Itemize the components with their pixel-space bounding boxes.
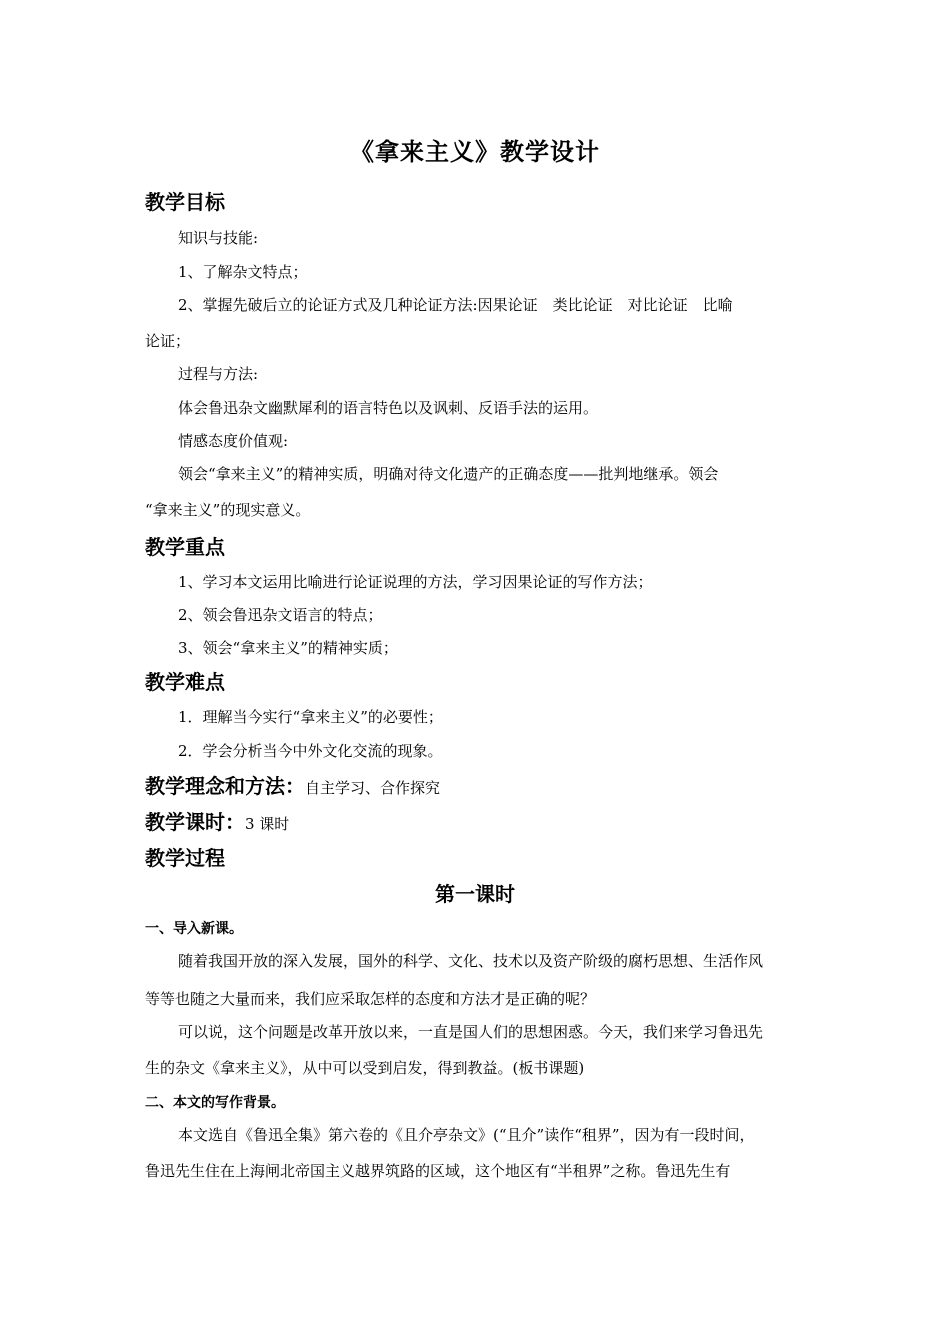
section-1-para-2-line2: 生的杂文《拿来主义》，从中可以受到启发，得到教益。(板书课题) (145, 1059, 585, 1077)
section-1-heading: 一、导入新课。 (145, 921, 243, 937)
emotion-text-line1: 领会“拿来主义”的精神实质，明确对待文化遗产的正确态度——批判地继承。领会 (178, 465, 719, 483)
heading-method (145, 770, 440, 799)
heading-goals: 教学目标 (145, 190, 225, 214)
heading-difficulties: 教学难点 (145, 670, 225, 694)
difficulty-1: 1．理解当今实行“拿来主义”的必要性； (178, 708, 443, 726)
section-1-para-1-line1: 随着我国开放的深入发展，国外的科学、文化、技术以及资产阶级的腐朽思想、生活作风 (178, 952, 764, 970)
lesson-title: 第一课时 (435, 882, 515, 906)
method-heading-label: 教学理念和方法： (145, 774, 305, 798)
process-label: 过程与方法: (178, 365, 259, 383)
difficulty-2: 2．学会分析当今中外文化交流的现象。 (178, 742, 443, 760)
section-2-heading: 二、本文的写作背景。 (145, 1095, 285, 1111)
hours-heading-label: 教学课时： (145, 810, 245, 834)
key-point-2: 2、领会鲁迅杂文语言的特点； (178, 606, 383, 624)
hours-text: 3 课时 (245, 815, 290, 833)
method-text: 自主学习、合作探究 (305, 779, 441, 797)
heading-process: 教学过程 (145, 846, 225, 870)
heading-hours (145, 806, 289, 835)
section-2-para-line2: 鲁迅先生住在上海闸北帝国主义越界筑路的区域，这个地区有“半租界”之称。鲁迅先生有 (145, 1162, 731, 1180)
knowledge-item-1: 1、了解杂文特点； (178, 263, 308, 281)
knowledge-item-2-line1: 2、掌握先破后立的论证方式及几种论证方法:因果论证 类比论证 对比论证 比喻 (178, 296, 733, 314)
section-1-para-1-line2: 等等也随之大量而来，我们应采取怎样的态度和方法才是正确的呢？ (145, 990, 596, 1008)
key-point-1: 1、学习本文运用比喻进行论证说理的方法，学习因果论证的写作方法； (178, 573, 653, 591)
emotion-text-line2: “拿来主义”的现实意义。 (145, 501, 311, 519)
emotion-label: 情感态度价值观: (178, 432, 289, 450)
key-point-3: 3、领会“拿来主义”的精神实质； (178, 639, 398, 657)
document-title: 《拿来主义》教学设计 (350, 138, 600, 166)
process-text: 体会鲁迅杂文幽默犀利的语言特色以及讽刺、反语手法的运用。 (178, 399, 599, 417)
section-1-para-2-line1: 可以说，这个问题是改革开放以来，一直是国人们的思想困惑。今天，我们来学习鲁迅先 (178, 1023, 764, 1041)
section-2-para-line1: 本文选自《鲁迅全集》第六卷的《且介亭杂文》(“且介”读作“租界”，因为有一段时间， (178, 1126, 755, 1144)
heading-key-points: 教学重点 (145, 535, 225, 559)
knowledge-item-2-line2: 论证； (145, 332, 191, 350)
knowledge-label: 知识与技能: (178, 229, 259, 247)
